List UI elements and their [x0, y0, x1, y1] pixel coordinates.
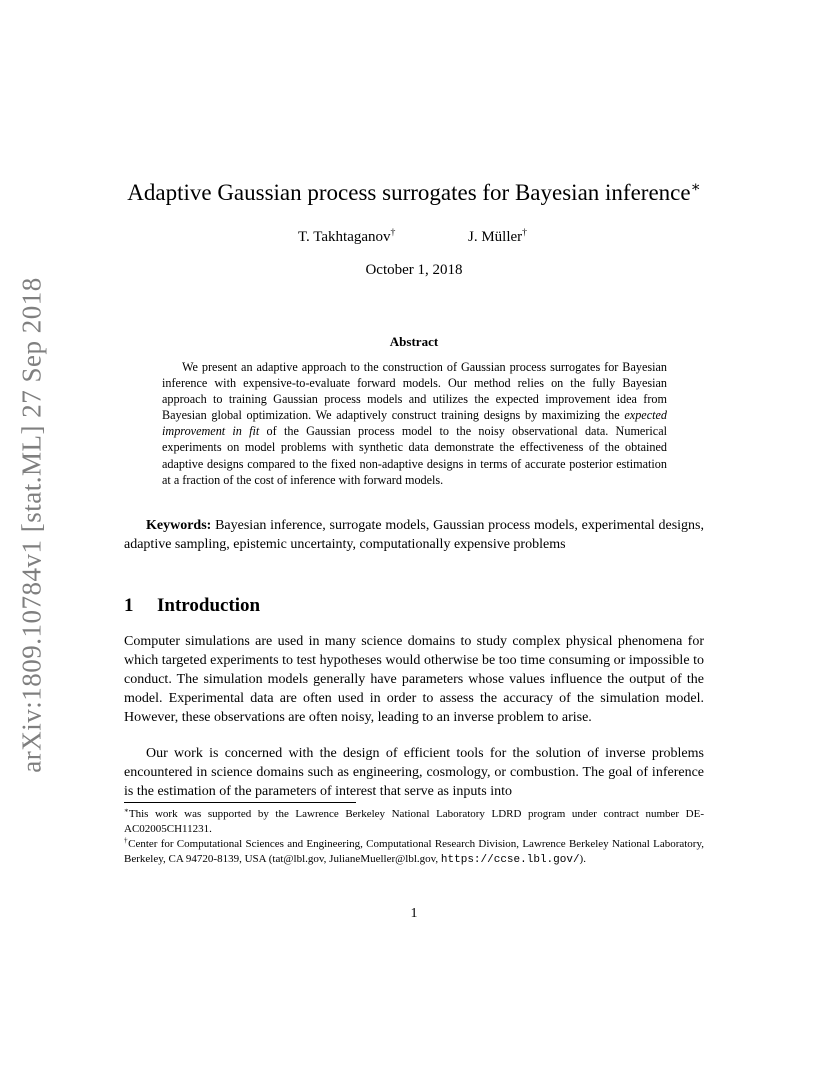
- footnote-tail: ).: [579, 853, 586, 865]
- footnote-2: [124, 837, 704, 868]
- author-mark: †: [522, 227, 528, 238]
- keywords: [124, 516, 704, 554]
- paragraph-1: Computer simulations are used in many science domains to study complex physical phenomena for which targeted experiments to test hypotheses would otherwise be too time consuming or impossible to conduct. The simulation models generally have parameters whose values influence the output of the model. Experimental data are often used in order to assess the accuracy of the simulation model. However, these observations are often noisy, leading to an inverse problem to arise.: [124, 634, 704, 725]
- footnote-text: This work was supported by the Lawrence Berkeley National Laboratory LDRD program under contract number DE-AC02005CH11231.: [124, 808, 704, 835]
- paper-title: [0, 180, 828, 206]
- publication-date: October 1, 2018: [365, 262, 463, 278]
- footnote-mark: †: [124, 836, 129, 845]
- keywords-text: Bayesian inference, surrogate models, Gaussian process models, experimental designs, adaptive sampling, epistemic uncertainty, computationally expensive problems: [124, 518, 704, 552]
- section-number: 1: [124, 595, 134, 616]
- author-name: T. Takhtaganov: [298, 229, 391, 245]
- keywords-label: Keywords:: [146, 518, 212, 533]
- footnote-1: [124, 807, 704, 837]
- author-1: [298, 229, 395, 246]
- arxiv-identifier-sidebar: [12, 277, 52, 773]
- author-mark: †: [390, 227, 396, 238]
- section-heading: [124, 595, 260, 617]
- arxiv-identifier: arXiv:1809.10784v1 [stat.ML] 27 Sep 2018: [16, 277, 47, 773]
- footnote-text: Center for Computational Sciences and Engineering, Computational Research Division, Lawrence Berkeley National Laboratory, Berkeley, CA 94720-8139, USA (tat@lbl.gov, JulianeMueller@lbl.gov,: [124, 838, 705, 865]
- footnote-mark: ∗: [124, 806, 129, 815]
- footnote-url-link[interactable]: https://ccse.lbl.gov/: [440, 854, 580, 866]
- page-number: 1: [410, 906, 418, 921]
- abstract-emphasis: expected improvement in fit: [162, 408, 667, 439]
- section-title: Introduction: [157, 595, 261, 616]
- abstract-text-before: We present an adaptive approach to the construction of Gaussian process surrogates for Bayesian inference with expensive-to-evaluate forward models. Our method relies on the fully Bayesian approach to training Gaussian process models and utilizes the expected improvement idea from Bayesian global optimization. We adaptively construct training designs by maximizing the: [162, 360, 667, 423]
- abstract-heading: Abstract: [389, 334, 439, 349]
- footnote-rule: [124, 802, 356, 803]
- abstract-text-after: of the Gaussian process model to the noisy observational data. Numerical experiments on model problems with synthetic data demonstrate the effectiveness of the obtained adaptive designs compared to the fixed non-adaptive designs in terms of accurate posterior estimation at a fraction of the cost of inference with forward models.: [162, 424, 667, 487]
- abstract-body: [162, 359, 667, 488]
- author-2: [468, 229, 527, 246]
- author-name: J. Müller: [468, 229, 523, 245]
- paragraph-2: Our work is concerned with the design of efficient tools for the solution of inverse problems encountered in science domains such as engineering, cosmology, or combustion. The goal of inference is the estimation of the parameters of interest that serve as inputs into: [124, 746, 704, 799]
- title-text: Adaptive Gaussian process surrogates for Bayesian inference: [127, 180, 691, 205]
- title-footnote-mark: ∗: [690, 179, 701, 196]
